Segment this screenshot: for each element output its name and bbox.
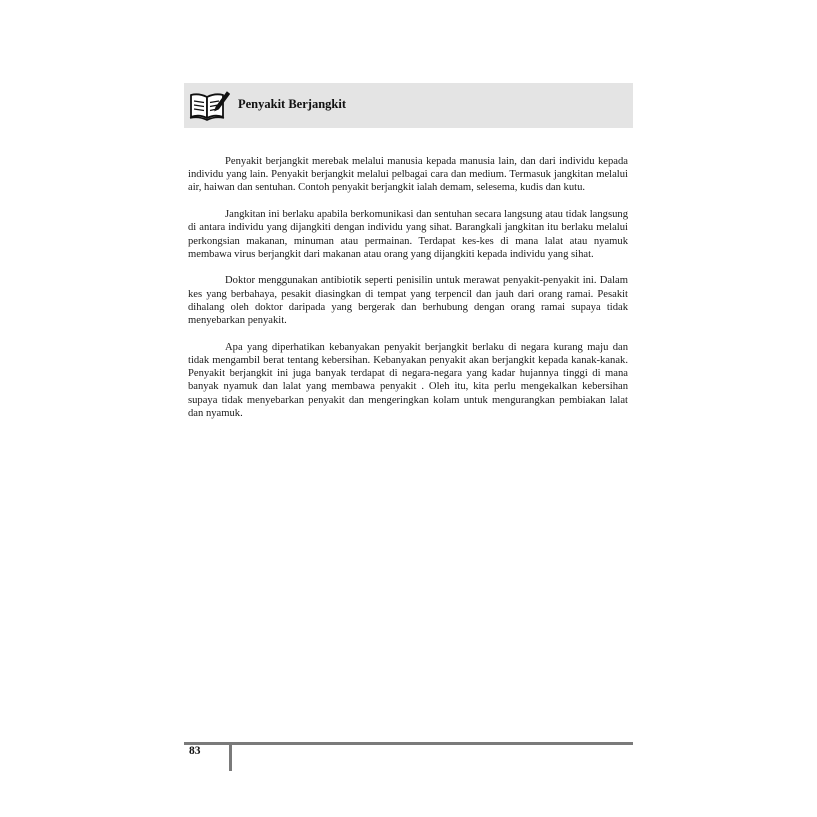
article-body	[188, 155, 628, 433]
footer-rule	[184, 742, 633, 745]
section-header	[184, 83, 633, 128]
paragraph: Doktor menggunakan antibiotik seperti penisilin untuk merawat penyakit-penyakit ini. Dalam kes yang berbahaya, pesakit diasingkan di tempat yang terpencil dan jauh dari orang ramai. Pesakit dihalang oleh doktor daripada yang bergerak dan berhubung dengan orang ramai supaya tidak menyebarkan penyakit.	[188, 275, 628, 327]
paragraph: Penyakit berjangkit merebak melalui manusia kepada manusia lain, dan dari individu kepada individu yang lain. Penyakit berjangkit melalui pelbagai cara dan medium. Termasuk jangkitan melalui air, haiwan dan sentuhan. Contoh penyakit berjangkit ialah demam, selesema, kudis dan kutu.	[188, 156, 628, 194]
page-number: 83	[189, 745, 201, 757]
paragraph: Jangkitan ini berlaku apabila berkomunikasi dan sentuhan secara langsung atau tidak langsung di antara individu yang dijangkiti dengan individu yang sihat. Barangkali jangkitan itu berlaku melalui perkongsian makanan, minuman atau permainan. Terdapat kes-kes di mana lalat atau nyamuk membawa virus berjangkit dari makanan atau orang yang dijangkiti kepada individu yang sihat.	[188, 209, 628, 260]
open-book-pen-icon	[188, 89, 230, 121]
section-title: Penyakit Berjangkit	[238, 97, 346, 111]
footer-divider	[229, 742, 232, 771]
paragraph: Apa yang diperhatikan kebanyakan penyakit berjangkit berlaku di negara kurang maju dan tidak mengambil berat tentang kebersihan. Kebanyakan penyakit akan berjangkit kepada kanak-kanak. Penyakit berjangkit ini juga banyak terdapat di negara-negara yang kadar hujannya tinggi di mana banyak nyamuk dan lalat yang membawa penyakit . Oleh itu, kita perlu mengekalkan kebersihan supaya tidak menyebarkan penyakit dan mengeringkan kolam untuk mengurangkan pembiakan lalat dan nyamuk.	[188, 341, 628, 419]
